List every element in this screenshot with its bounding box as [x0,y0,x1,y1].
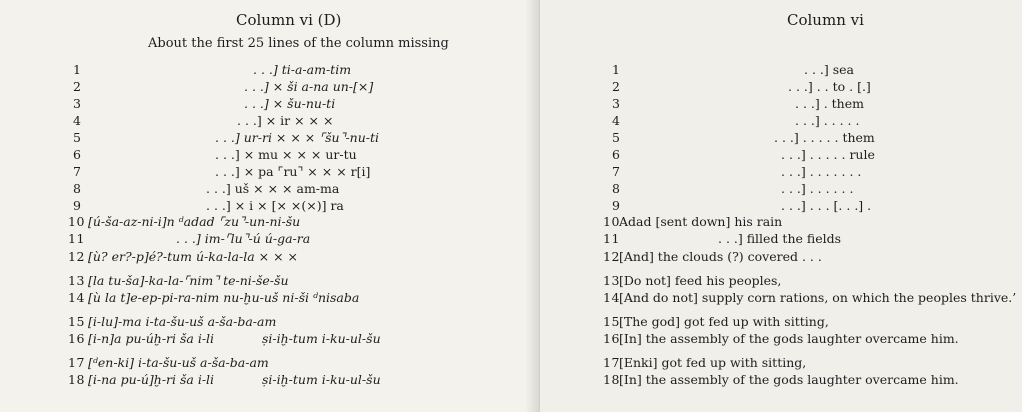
right-line-text: . . .] . . . . . [795,113,860,128]
left-line-text: [ù? er?-p]é?-tum ú-ka-la-la × × × [88,249,298,264]
right-line-text: . . .] sea [804,62,854,77]
left-line-text: . . .] uš × × × am-ma [206,181,340,196]
left-line-text: [i-lu]-ma i-ta-šu-uš a-ša-ba-am [88,314,277,329]
left-column-title: Column vi (D) [236,11,342,29]
left-line-text: . . .] im-⌜lu⌝-ú ú-ga-ra [176,231,311,246]
left-line-number: 8 [73,181,82,196]
right-column-title: Column vi [787,11,864,29]
left-line-number: 2 [73,79,82,94]
right-line-number: 18 [603,372,620,387]
left-line-number: 10 [68,214,85,229]
right-line-number: 15 [603,314,620,329]
right-line-text: . . .] . . . . . rule [781,147,875,162]
left-line-number: 5 [73,130,82,145]
right-line-text: [Do not] feed his peoples, [619,273,782,288]
left-line-text: . . .] × pa ⌜ru⌝ × × × r[i] [215,164,371,179]
right-line-text: [And] the clouds (?) covered . . . [619,249,822,264]
right-line-number: 6 [612,147,621,162]
right-line-number: 11 [603,231,620,246]
right-line-text: [In] the assembly of the gods laughter overcame him. [619,331,959,346]
left-line-text: . . .] × mu × × × ur-tu [215,147,357,162]
right-line-number: 17 [603,355,620,370]
left-line-number: 13 [68,273,85,288]
left-line-text: . . .] ur-ri × × × ⌜šu⌝-nu-ti [215,130,380,145]
left-line-text: . . .] × šu-nu-ti [244,96,336,111]
right-line-text: [Enki] got fed up with sitting, [619,355,807,370]
left-line-number: 7 [73,164,82,179]
right-line-number: 9 [612,198,621,213]
left-line-number: 16 [68,331,85,346]
right-line-number: 7 [612,164,621,179]
left-line-text: [i-n]a pu-úḫ-ri ša i-li [88,331,215,346]
left-line-text: . . .] × ir × × × [237,113,334,128]
left-line-text: [ú-ša-az-ni-i]n ᵈadad ⌜zu⌝-un-ni-šu [88,214,301,229]
right-line-text: . . .] . . . . . . [781,181,854,196]
right-line-text: . . .] . . . . . them [774,130,875,145]
right-page [540,0,1022,412]
left-line-text-second: ṣi-iḫ-tum i-ku-ul-šu [262,372,381,387]
right-line-number: 5 [612,130,621,145]
left-line-text: . . .] × ši a-na un-[×] [244,79,374,94]
right-line-number: 16 [603,331,620,346]
right-line-number: 13 [603,273,620,288]
right-line-text: . . .] . . . [. . .] . [781,198,872,213]
left-line-text: [i-na pu-ú]ḫ-ri ša i-li [88,372,215,387]
left-line-number: 14 [68,290,85,305]
right-line-number: 1 [612,62,621,77]
left-line-number: 4 [73,113,82,128]
left-line-number: 11 [68,231,85,246]
right-line-text: . . .] . . to . [.] [788,79,871,94]
right-line-number: 14 [603,290,620,305]
right-line-number: 10 [603,214,620,229]
right-line-number: 3 [612,96,621,111]
right-line-text: [And do not] supply corn rations, on which the peoples thrive.’ [619,290,1017,305]
left-line-number: 6 [73,147,82,162]
left-line-text: . . .] × i × [× ×(×)] ra [206,198,344,213]
right-line-text: Adad [sent down] his rain [619,214,783,229]
right-line-number: 8 [612,181,621,196]
left-line-number: 18 [68,372,85,387]
right-line-text: [The god] got fed up with sitting, [619,314,829,329]
left-line-text: [ᵈen-ki] i-ta-šu-uš a-ša-ba-am [88,355,269,370]
right-line-text: . . .] . them [795,96,864,111]
left-line-number: 15 [68,314,85,329]
left-line-text: [ù la t]e-ep-pi-ra-nim nu-ḫu-uš ni-ši ᵈnisaba [88,290,360,305]
right-line-text: . . .] filled the fields [718,231,842,246]
left-line-text: [la tu-ša]-ka-la-⌜nim⌝ te-ni-še-šu [88,273,289,288]
left-missing-note: About the first 25 lines of the column missing [148,36,449,51]
left-line-text-second: ṣi-iḫ-tum i-ku-ul-šu [262,331,381,346]
right-line-number: 4 [612,113,621,128]
left-line-text: . . .] ti-a-am-tim [253,62,352,77]
right-line-number: 12 [603,249,620,264]
right-line-text: [In] the assembly of the gods laughter overcame him. [619,372,959,387]
left-line-number: 9 [73,198,82,213]
left-line-number: 3 [73,96,82,111]
left-line-number: 17 [68,355,85,370]
right-line-number: 2 [612,79,621,94]
left-line-number: 1 [73,62,82,77]
right-line-text: . . .] . . . . . . . [781,164,862,179]
left-line-number: 12 [68,249,85,264]
